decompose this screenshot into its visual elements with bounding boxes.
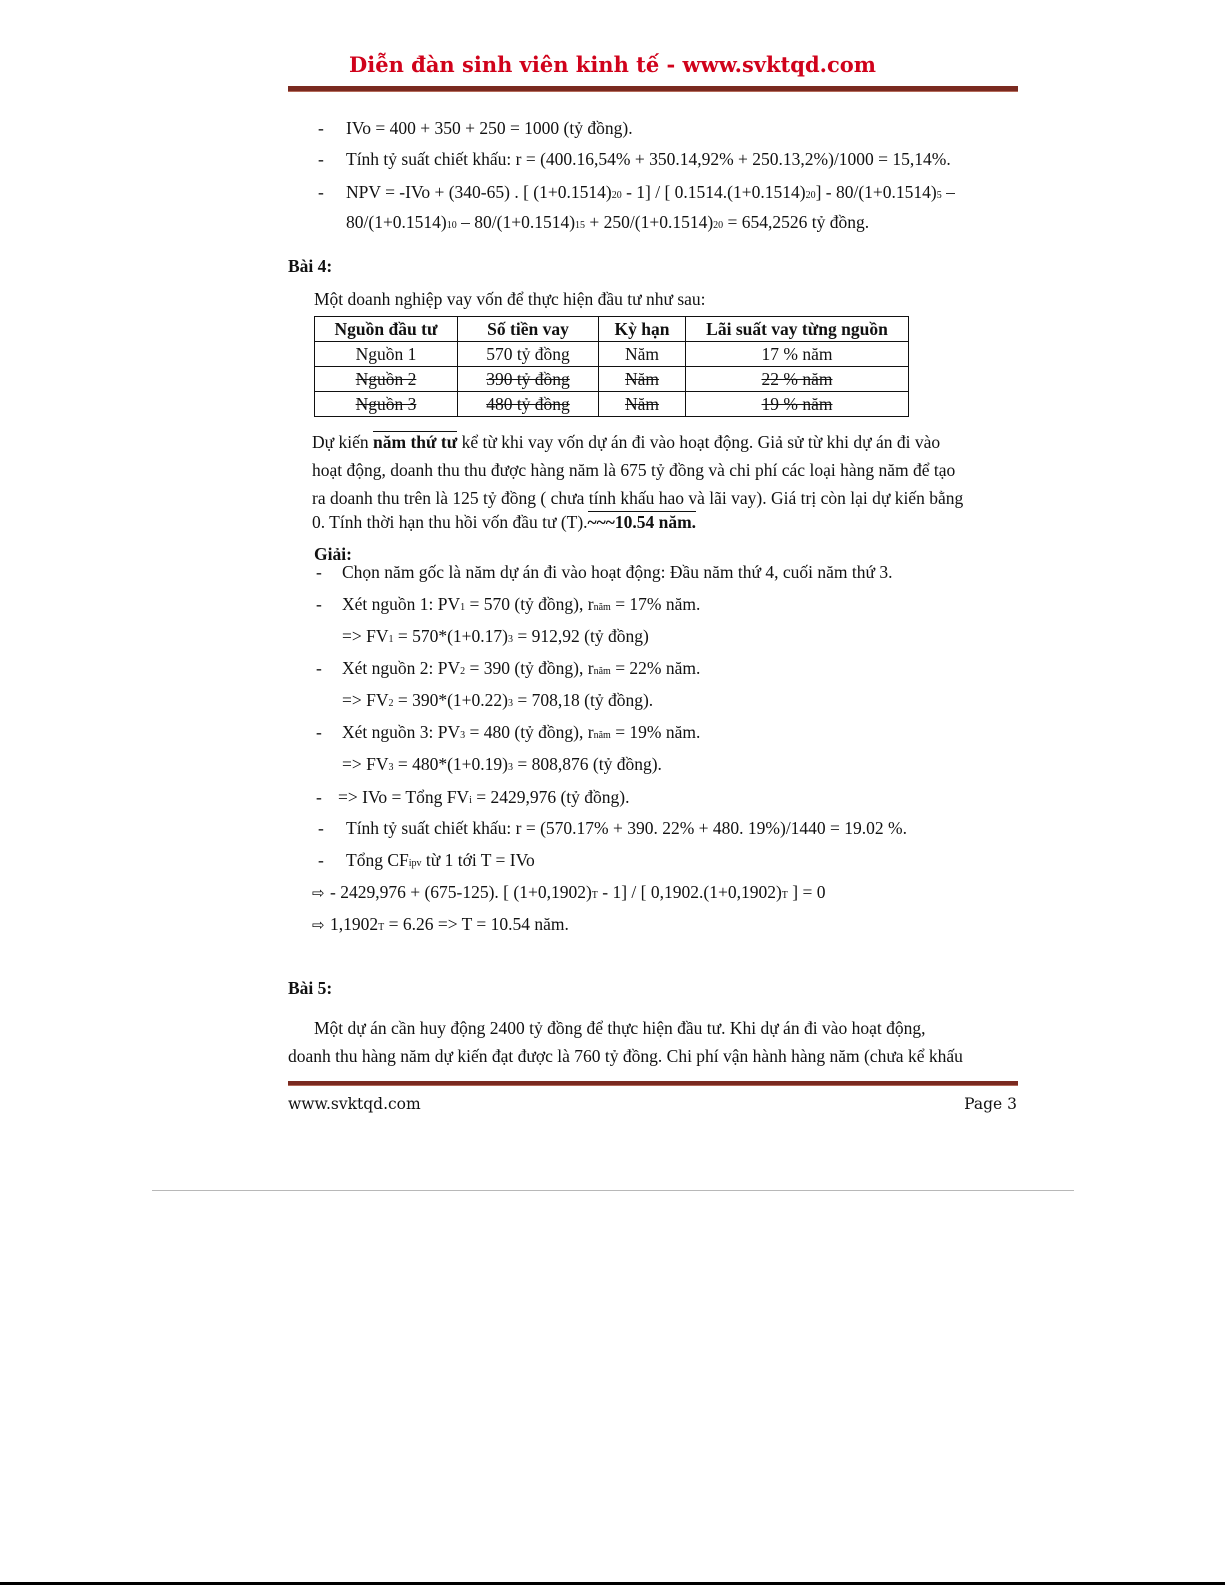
- npv-sub: 15: [575, 220, 586, 231]
- bullet-dash: -: [316, 787, 322, 807]
- bullet-dash: -: [318, 182, 324, 202]
- table-cell: 19 % năm: [686, 392, 909, 417]
- npv-sub: 20: [611, 190, 622, 201]
- table-cell: 480 tỷ đồng: [458, 392, 599, 417]
- table-row: [315, 392, 909, 417]
- sub-text: 1: [388, 634, 394, 645]
- text-part: Xét nguồn 3: PV: [342, 722, 461, 742]
- table-cell: Nguồn 1: [315, 342, 458, 367]
- npv-sub: 20: [713, 220, 724, 231]
- text-part: = 570 (tỷ đồng), r: [465, 594, 594, 614]
- npv-part: ] - 80/(1+0.1514): [815, 182, 937, 202]
- page-divider: [152, 1190, 1074, 1191]
- text-part: Tổng CF: [346, 850, 409, 870]
- bullet-dash: -: [318, 850, 324, 870]
- bai4-problem-line2: hoạt động, doanh thu thu được hàng năm là 675 tỷ đồng và chi phí các loại hàng năm để tạo: [312, 460, 956, 480]
- line-discount-rate: Tính tỷ suất chiết khấu: r = (400.16,54% + 350.14,92% + 250.13,2%)/1000 = 15,14%.: [346, 149, 951, 169]
- solution-step: [312, 914, 569, 935]
- answer-text: ~~~10.54 năm.: [587, 512, 697, 532]
- text-part: = 6.26 => T = 10.54 năm.: [384, 914, 569, 934]
- npv-sub: 20: [805, 190, 816, 201]
- line-ivo: IVo = 400 + 350 + 250 = 1000 (tỷ đồng).: [346, 118, 633, 138]
- npv-sub: 10: [446, 220, 457, 231]
- bai4-problem-line3: ra doanh thu trên là 125 tỷ đồng ( chưa tính khấu hao và lãi vay). Giá trị còn lại dự kiến bằng: [312, 488, 964, 508]
- npv-part: = 654,2526 tỷ đồng.: [723, 212, 870, 232]
- text-part: - 1] / [ 0,1902.(1+0,1902): [597, 882, 782, 902]
- text-part: kể từ khi vay vốn dự án đi vào hoạt động. Giả sử từ khi dự án đi vào: [457, 432, 941, 452]
- table-header-row: [315, 317, 909, 342]
- table-header: Số tiền vay: [458, 317, 599, 342]
- solution-step: [342, 722, 700, 743]
- npv-part: - 1] / [ 0.1514.(1+0.1514): [621, 182, 806, 202]
- bullet-dash: -: [316, 594, 322, 614]
- table-header: Nguồn đầu tư: [315, 317, 458, 342]
- emphasis-text: năm thứ tư: [373, 432, 458, 452]
- solution-step: [342, 754, 662, 775]
- line-npv-2: [346, 212, 869, 233]
- text-part: = 808,876 (tỷ đồng).: [513, 754, 662, 774]
- bai5-line1: Một dự án cần huy động 2400 tỷ đồng để thực hiện đầu tư. Khi dự án đi vào hoạt động,: [314, 1018, 926, 1038]
- table-cell: Năm: [599, 392, 686, 417]
- text-part: ] = 0: [787, 882, 826, 902]
- table-cell: Năm: [599, 367, 686, 392]
- bai4-intro: Một doanh nghiệp vay vốn để thực hiện đầu tư như sau:: [314, 289, 706, 309]
- sub-text: 3: [508, 698, 514, 709]
- table-cell: 22 % năm: [686, 367, 909, 392]
- npv-sub: 5: [936, 190, 942, 201]
- header-rule: [288, 86, 1018, 92]
- table-cell: Nguồn 2: [315, 367, 458, 392]
- sub-text: 1: [460, 602, 466, 613]
- solution-step: [342, 626, 649, 647]
- sub-text: năm: [593, 666, 611, 677]
- sub-text: 3: [508, 634, 514, 645]
- text-part: => IVo = Tổng FV: [338, 787, 470, 807]
- sub-text: T: [378, 922, 385, 933]
- sub-text: 2: [388, 698, 394, 709]
- text-part: = 390 (tỷ đồng), r: [465, 658, 594, 678]
- solution-step: [338, 787, 629, 808]
- solution-step: [342, 594, 700, 615]
- sub-text: 3: [388, 762, 394, 773]
- text-part: - 2429,976 + (675-125). [ (1+0,1902): [330, 882, 592, 902]
- table-cell: 390 tỷ đồng: [458, 367, 599, 392]
- table-cell: 17 % năm: [686, 342, 909, 367]
- text-part: 0. Tính thời hạn thu hồi vốn đầu tư (T).: [312, 512, 588, 532]
- sub-text: 3: [508, 762, 514, 773]
- solution-step: [342, 690, 653, 711]
- text-part: 1,1902: [330, 914, 379, 934]
- npv-part: – 80/(1+0.1514): [456, 212, 576, 232]
- text-part: = 708,18 (tỷ đồng).: [513, 690, 654, 710]
- sub-text: T: [591, 890, 598, 901]
- line-npv-1: [346, 182, 955, 203]
- bullet-dash: -: [316, 562, 322, 582]
- solution-step: Chọn năm gốc là năm dự án đi vào hoạt động: Đầu năm thứ 4, cuối năm thứ 3.: [342, 562, 893, 582]
- solution-step: Tính tỷ suất chiết khấu: r = (570.17% + 390. 22% + 480. 19%)/1440 = 19.02 %.: [346, 818, 907, 838]
- text-part: => FV: [342, 690, 389, 710]
- table-cell: Nguồn 3: [315, 392, 458, 417]
- solution-step: [342, 658, 700, 679]
- arrow-right-icon: ⇨: [312, 916, 325, 934]
- footer-rule: [288, 1081, 1018, 1086]
- text-part: Xét nguồn 1: PV: [342, 594, 461, 614]
- page-number: Page 3: [964, 1095, 1017, 1113]
- bullet-dash: -: [318, 818, 324, 838]
- solution-heading: Giải:: [314, 544, 352, 564]
- text-part: = 912,92 (tỷ đồng): [513, 626, 649, 646]
- text-part: = 570*(1+0.17): [393, 626, 509, 646]
- solution-step: [312, 882, 825, 903]
- text-part: = 480*(1+0.19): [393, 754, 509, 774]
- sub-text: i: [469, 795, 472, 806]
- arrow-right-icon: ⇨: [312, 884, 325, 902]
- npv-part: NPV = -IVo + (340-65) . [ (1+0.1514): [346, 182, 612, 202]
- bullet-dash: -: [318, 149, 324, 169]
- bullet-dash: -: [316, 722, 322, 742]
- text-part: từ 1 tới T = IVo: [421, 850, 535, 870]
- solution-step: [346, 850, 535, 871]
- footer-website: www.svktqd.com: [288, 1095, 421, 1113]
- text-part: = 17% năm.: [610, 594, 701, 614]
- table-cell: 570 tỷ đồng: [458, 342, 599, 367]
- npv-part: + 250/(1+0.1514): [585, 212, 714, 232]
- npv-part: –: [941, 182, 955, 202]
- text-part: = 19% năm.: [610, 722, 701, 742]
- header-title: Diễn đàn sinh viên kinh tế - www.svktqd.com: [349, 52, 876, 77]
- table-header: Lãi suất vay từng nguồn: [686, 317, 909, 342]
- sub-text: 3: [460, 730, 466, 741]
- text-part: Dự kiến: [312, 432, 374, 452]
- sub-text: năm: [593, 730, 611, 741]
- text-part: = 2429,976 (tỷ đồng).: [471, 787, 630, 807]
- bai4-heading: Bài 4:: [288, 256, 333, 276]
- sub-text: ipv: [408, 858, 422, 869]
- bai5-heading: Bài 5:: [288, 978, 333, 998]
- text-part: Xét nguồn 2: PV: [342, 658, 461, 678]
- sub-text: năm: [593, 602, 611, 613]
- bullet-dash: -: [316, 658, 322, 678]
- loan-sources-table: [314, 316, 909, 417]
- bai4-problem-line4: [312, 512, 696, 533]
- text-part: => FV: [342, 626, 389, 646]
- sub-text: 2: [460, 666, 466, 677]
- text-part: => FV: [342, 754, 389, 774]
- npv-part: 80/(1+0.1514): [346, 212, 447, 232]
- table-row: [315, 342, 909, 367]
- bai4-problem-line1: [312, 428, 1017, 456]
- bullet-dash: -: [318, 118, 324, 138]
- sub-text: T: [781, 890, 788, 901]
- table-cell: Năm: [599, 342, 686, 367]
- bai5-line2: doanh thu hàng năm dự kiến đạt được là 760 tỷ đồng. Chi phí vận hành hàng năm (chưa kể khấu: [288, 1046, 963, 1066]
- table-header: Kỳ hạn: [599, 317, 686, 342]
- table-row: [315, 367, 909, 392]
- text-part: = 390*(1+0.22): [393, 690, 509, 710]
- text-part: = 480 (tỷ đồng), r: [465, 722, 594, 742]
- text-part: = 22% năm.: [610, 658, 701, 678]
